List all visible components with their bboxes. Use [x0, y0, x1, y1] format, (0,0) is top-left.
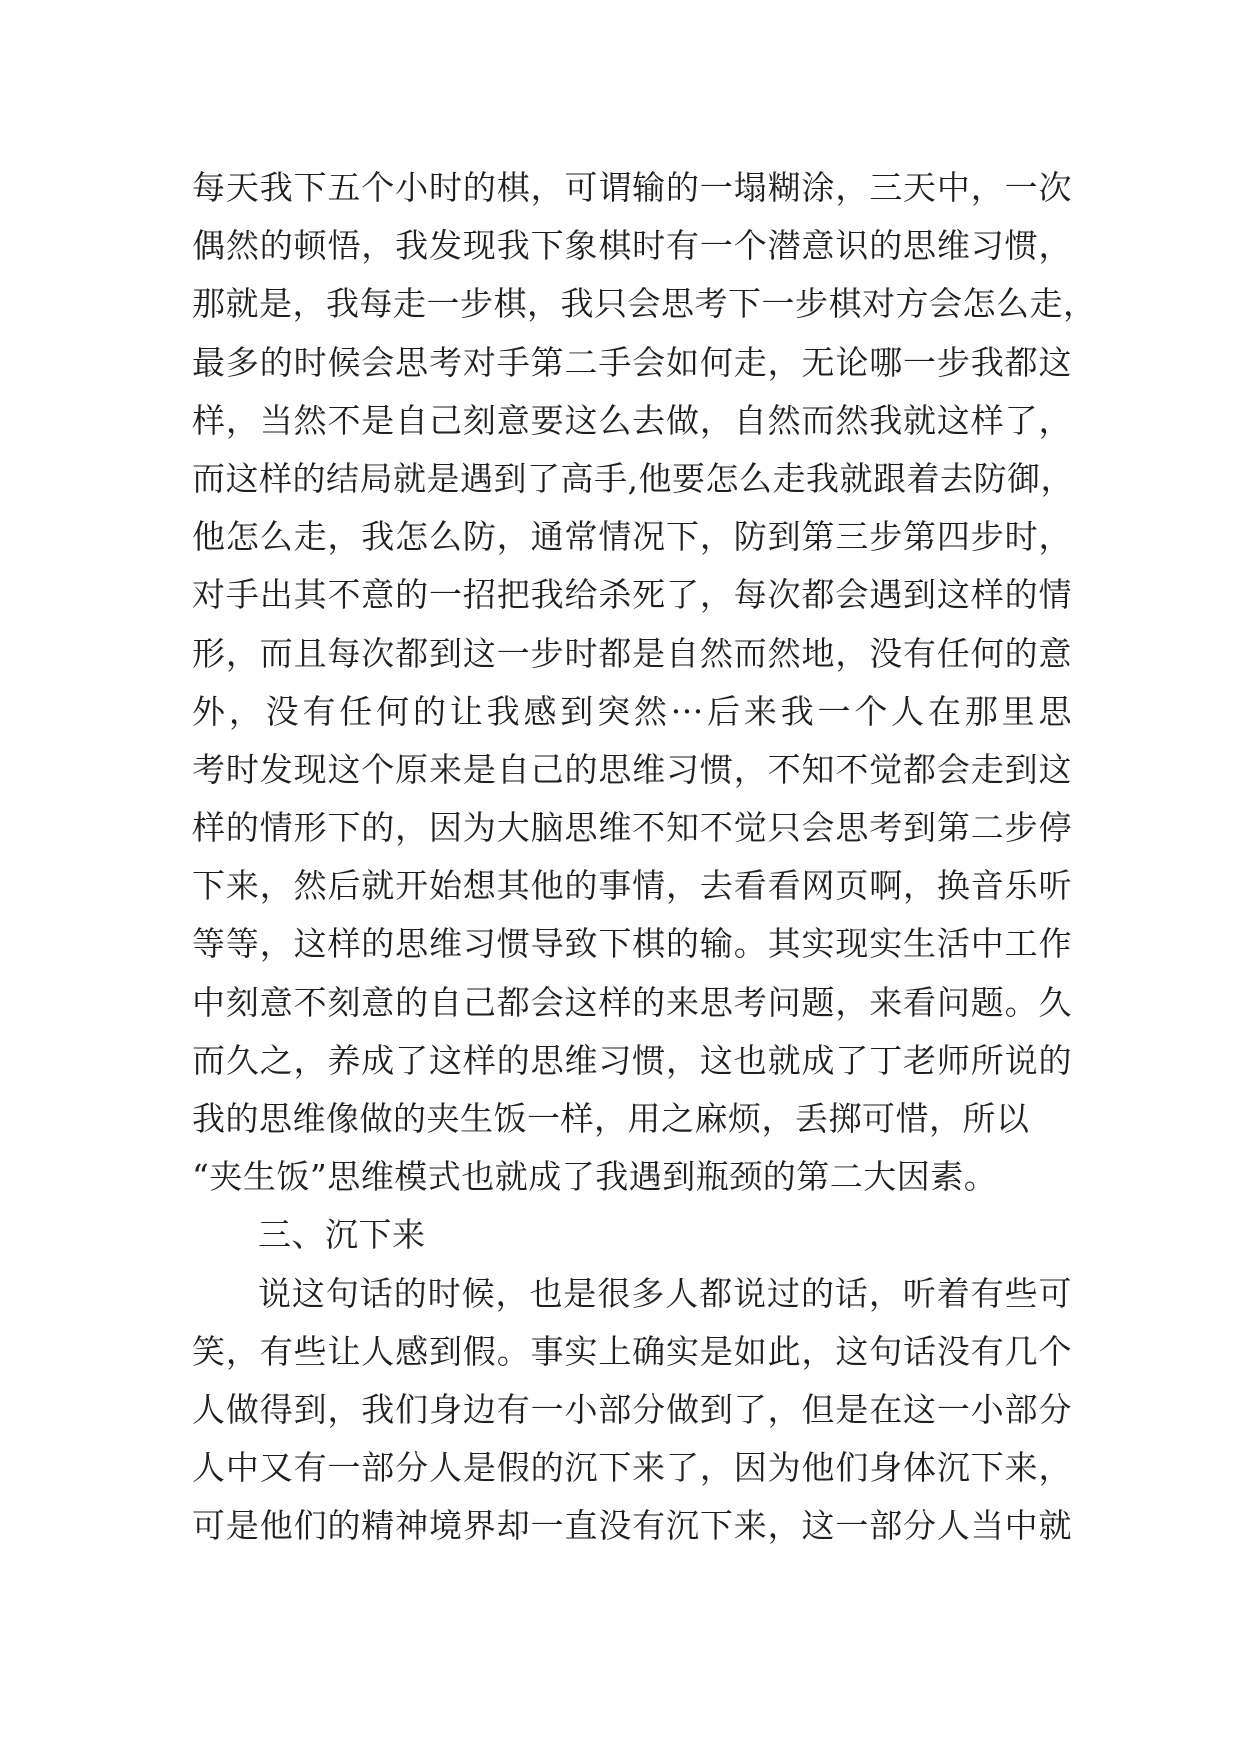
text-line: 那就是，我每走一步棋，我只会思考下一步棋对方会怎么走，	[192, 284, 1097, 324]
text-line: 可是他们的精神境界却一直没有沉下来，这一部分人当中就	[192, 1506, 1072, 1546]
text-line: 考时发现这个原来是自己的思维习惯，不知不觉都会走到这	[192, 749, 1072, 789]
text-line: 对手出其不意的一招把我给杀死了，每次都会遇到这样的情	[192, 575, 1072, 615]
text-line: 而这样的结局就是遇到了高手,他要怎么走我就跟着去防御，	[192, 458, 1074, 498]
paragraph-end-line: “夹生饭”思维模式也就成了我遇到瓶颈的第二大因素。	[192, 1157, 998, 1197]
text-line: 样，当然不是自己刻意要这么去做，自然而然我就这样了，	[192, 400, 1072, 440]
text-line: 中刻意不刻意的自己都会这样的来思考问题，来看问题。久	[192, 982, 1072, 1022]
paragraph-start-line: 说这句话的时候，也是很多人都说过的话，听着有些可	[258, 1273, 1072, 1313]
text-line: 样的情形下的，因为大脑思维不知不觉只会思考到第二步停	[192, 808, 1072, 848]
text-line: 人中又有一部分人是假的沉下来了，因为他们身体沉下来，	[192, 1448, 1072, 1488]
text-line: 形，而且每次都到这一步时都是自然而然地，没有任何的意	[192, 633, 1072, 673]
text-line: 人做得到，我们身边有一小部分做到了，但是在这一小部分	[192, 1389, 1072, 1429]
text-line: 下来，然后就开始想其他的事情，去看看网页啊，换音乐听	[192, 866, 1072, 906]
text-line: 而久之，养成了这样的思维习惯，这也就成了丁老师所说的	[192, 1040, 1072, 1080]
body-text	[192, 159, 1097, 1556]
text-line: 他怎么走，我怎么防，通常情况下，防到第三步第四步时，	[192, 517, 1072, 557]
text-line: 每天我下五个小时的棋，可谓输的一塌糊涂，三天中，一次	[192, 168, 1072, 207]
text-line: 等等，这样的思维习惯导致下棋的输。其实现实生活中工作	[192, 924, 1072, 964]
text-line: 外，没有任何的让我感到突然···后来我一个人在那里思	[192, 691, 1072, 731]
section-heading: 三、沉下来	[258, 1215, 426, 1255]
text-line: 我的思维像做的夹生饭一样，用之麻烦，丢掷可惜，所以	[192, 1099, 1030, 1138]
text-line: 偶然的顿悟，我发现我下象棋时有一个潜意识的思维习惯，	[192, 226, 1072, 266]
text-line: 笑，有些让人感到假。事实上确实是如此，这句话没有几个	[192, 1331, 1072, 1371]
text-line: 最多的时候会思考对手第二手会如何走，无论哪一步我都这	[192, 342, 1072, 382]
